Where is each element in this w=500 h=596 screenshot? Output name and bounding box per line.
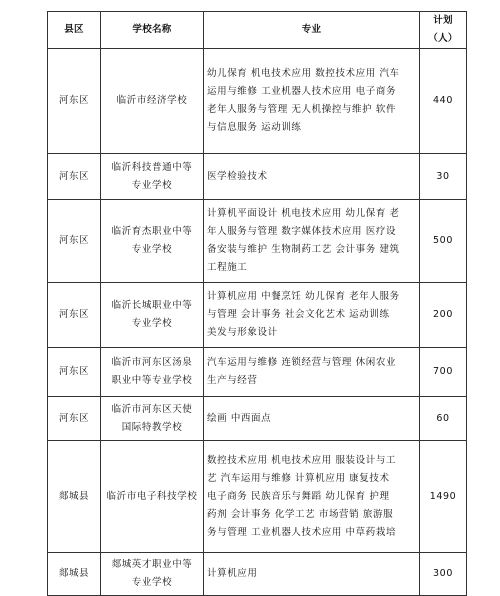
cell-county: 河东区 <box>48 200 101 283</box>
header-plan: 计划（人） <box>420 12 467 49</box>
major-line: 电子商务 民族音乐与舞蹈 幼儿保育 护理 <box>207 490 390 502</box>
major-line: 务与管理 工业机器人技术应用 中草药栽培 <box>207 526 397 538</box>
cell-school <box>101 553 204 596</box>
cell-county: 河东区 <box>48 283 101 348</box>
school-line: 郯城英才职业中等 <box>111 559 193 570</box>
cell-plan: 700 <box>420 348 467 397</box>
school-line: 专业学校 <box>131 244 173 255</box>
cell-school <box>101 154 204 200</box>
cell-major <box>204 553 420 596</box>
header-row <box>48 12 467 49</box>
major-line: 药剂 会计事务 化学工艺 市场营销 旅游服 <box>207 508 394 520</box>
cell-plan: 200 <box>420 283 467 348</box>
major-line: 计算机应用 <box>207 568 258 579</box>
major-line: 医学检验技术 <box>207 170 268 182</box>
table-row <box>48 441 467 553</box>
cell-school <box>101 200 204 283</box>
major-line: 生产与经营 <box>207 375 258 386</box>
cell-major <box>204 397 420 441</box>
major-line: 幼儿保育 机电技术应用 数控技术应用 汽车 <box>207 68 400 79</box>
cell-county: 河东区 <box>48 154 101 200</box>
cell-major <box>204 283 420 348</box>
major-line: 工程施工 <box>207 262 248 273</box>
school-line: 临沂市经济学校 <box>116 95 188 106</box>
school-line: 专业学校 <box>131 179 173 191</box>
table-row <box>48 154 467 200</box>
cell-major <box>204 200 420 283</box>
school-line: 临沂长城职业中等 <box>111 300 193 311</box>
major-line: 与管理 会计事务 社会文化艺术 运动训练 <box>207 309 390 320</box>
cell-plan: 60 <box>420 397 467 441</box>
table-row <box>48 283 467 348</box>
cell-county: 郯城县 <box>48 441 101 553</box>
major-line: 数控技术应用 机电技术应用 服装设计与工 <box>207 454 397 466</box>
school-line: 专业学校 <box>131 318 173 329</box>
cell-major <box>204 49 420 154</box>
cell-school <box>101 283 204 348</box>
table-row <box>48 553 467 596</box>
cell-plan: 30 <box>420 154 467 200</box>
cell-plan: 300 <box>420 553 467 596</box>
cell-plan: 1490 <box>420 441 467 553</box>
school-line: 专业学校 <box>131 577 173 588</box>
cell-school <box>101 441 204 553</box>
school-line: 临沂育杰职业中等 <box>111 226 193 237</box>
cell-major <box>204 348 420 397</box>
enrollment-plan-table <box>47 11 467 596</box>
cell-county: 河东区 <box>48 348 101 397</box>
school-line: 临沂市河东区汤泉 <box>111 357 193 368</box>
major-line: 计算机应用 中餐烹饪 幼儿保育 老年人服务 <box>207 291 400 302</box>
major-line: 绘画 中西面点 <box>207 412 272 424</box>
major-line: 备安装与维护 生物制药工艺 会计事务 建筑 <box>207 244 400 255</box>
major-line: 美发与形象设计 <box>207 327 278 338</box>
cell-school <box>101 49 204 154</box>
cell-plan: 500 <box>420 200 467 283</box>
table-row <box>48 348 467 397</box>
school-line: 临沂科技普通中等 <box>111 161 193 173</box>
major-line: 与信息服务 运动训练 <box>207 122 302 133</box>
major-line: 年人服务与管理 数字媒体技术应用 医疗设 <box>207 226 397 237</box>
school-line: 国际特教学校 <box>121 421 183 433</box>
major-line: 老年人服务与管理 无人机操控与维护 软件 <box>207 104 397 115</box>
header-major: 专业 <box>204 12 420 49</box>
major-line: 艺 汽车运用与维修 计算机应用 康复技术 <box>207 472 390 484</box>
major-line: 运用与维修 工业机器人技术应用 电子商务 <box>207 86 397 97</box>
cell-county: 郯城县 <box>48 553 101 596</box>
school-line: 临沂市河东区天使 <box>111 403 193 415</box>
table-row <box>48 397 467 441</box>
cell-plan: 440 <box>420 49 467 154</box>
table-row <box>48 200 467 283</box>
cell-major <box>204 441 420 553</box>
cell-school <box>101 397 204 441</box>
major-line: 计算机平面设计 机电技术应用 幼儿保育 老 <box>207 208 400 219</box>
cell-school <box>101 348 204 397</box>
header-school: 学校名称 <box>101 12 204 49</box>
table-row <box>48 49 467 154</box>
header-county: 县区 <box>48 12 101 49</box>
cell-county: 河东区 <box>48 49 101 154</box>
cell-major <box>204 154 420 200</box>
school-line: 临沂市电子科技学校 <box>106 490 198 502</box>
major-line: 汽车运用与维修 连锁经营与管理 休闲农业 <box>207 357 397 368</box>
cell-county: 河东区 <box>48 397 101 441</box>
school-line: 职业中等专业学校 <box>111 375 193 386</box>
